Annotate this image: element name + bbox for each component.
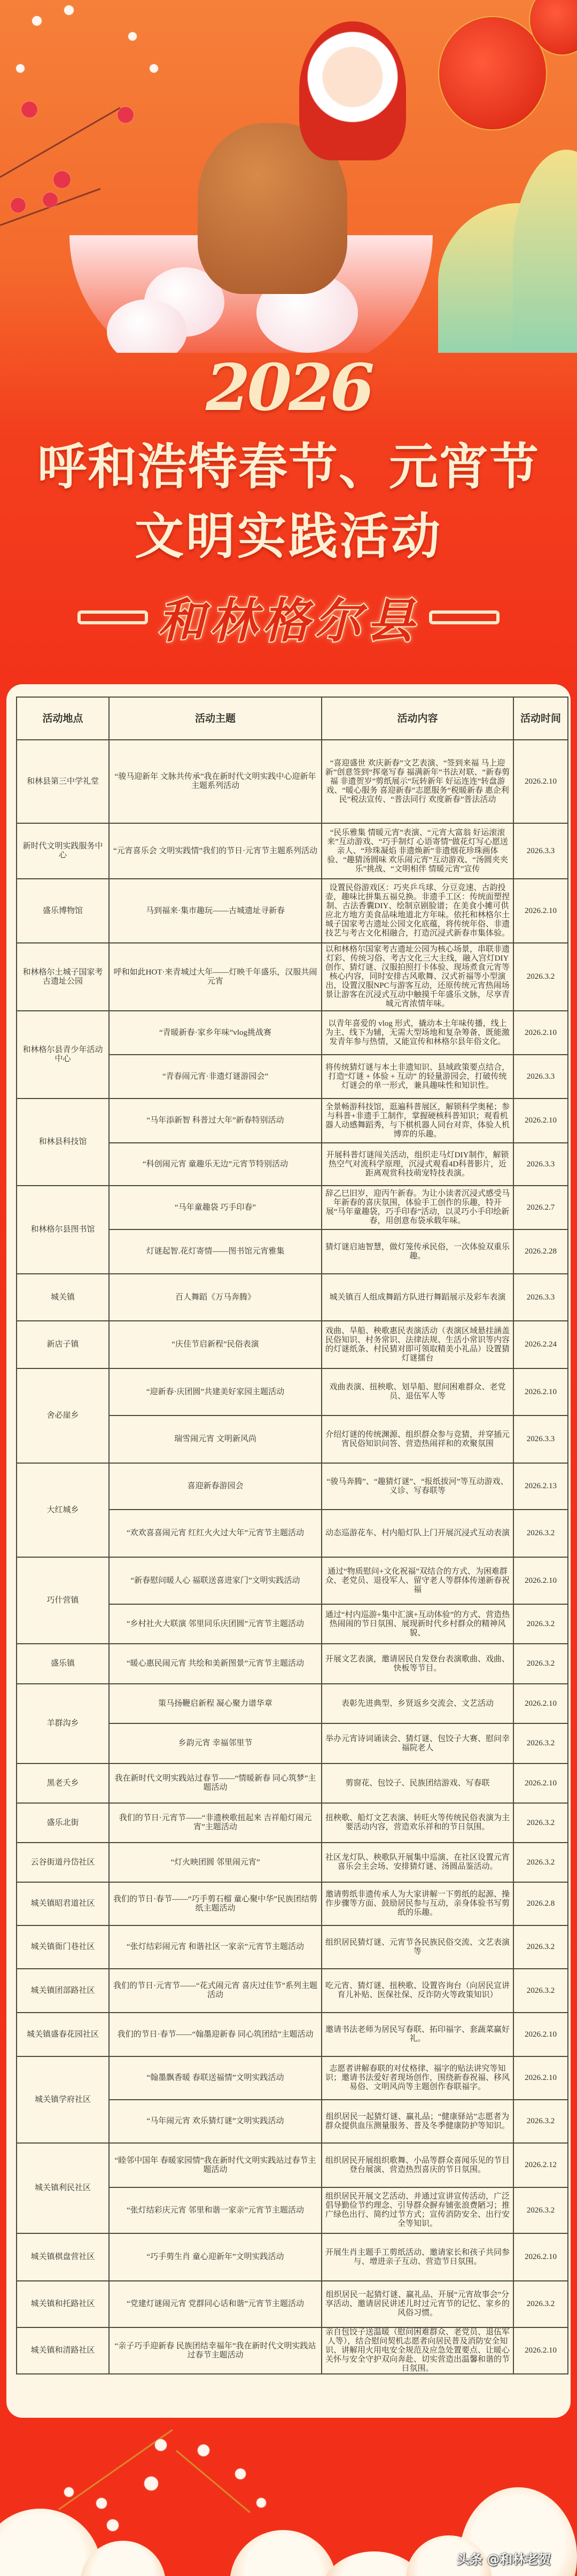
cell-date: 2026.3.3 bbox=[513, 1415, 568, 1463]
cell-date: 2026.3.2 bbox=[513, 1803, 568, 1843]
table-row bbox=[17, 2233, 568, 2281]
cell-theme: “亲子巧手迎新春 民族团结幸福年”我在新时代文明实践站过春节主题活动 bbox=[109, 2327, 322, 2374]
cell-location: 盛乐博物馆 bbox=[17, 879, 109, 943]
cell-theme: 灯谜起智.花灯寄情——图书馆元宵雅集 bbox=[109, 1229, 322, 1274]
cell-content: 组织居民开展文艺活动、并通过宣讲宣传活动，广泛倡导勤俭节约理念、引导群众摒弃铺张浪费陋习；推广绿色出行、简约过节方式；宣传消防安全、出行安全等知识。 bbox=[322, 2187, 513, 2233]
cell-theme: “乡村社火大联演 邻里同乐庆团圆”元宵节主题活动 bbox=[109, 1604, 322, 1644]
plum-blossom bbox=[11, 198, 26, 213]
cell-location: 羊群沟乡 bbox=[17, 1684, 109, 1763]
table-body bbox=[17, 740, 568, 2374]
hero-illustration bbox=[0, 0, 577, 353]
cell-theme: “骏马迎新年 文脉共传承”我在新时代文明实践中心迎新年主题系列活动 bbox=[109, 740, 322, 823]
plum-branch bbox=[176, 2450, 251, 2513]
cell-date: 2026.3.2 bbox=[513, 1723, 568, 1763]
cell-content: “骏马奔腾”、“趣猜灯谜”、“报纸拔河”等互动游戏、义诊、写春联等 bbox=[322, 1463, 513, 1510]
auspicious-cloud bbox=[513, 150, 577, 353]
cell-location: 城关镇和清路社区 bbox=[17, 2327, 109, 2374]
column-header-theme: 活动主题 bbox=[109, 697, 322, 740]
cell-theme: 我们的节日·春节——“翰墨迎新春 同心筑团结”主题活动 bbox=[109, 2013, 322, 2056]
cell-date: 2026.2.10 bbox=[513, 1368, 568, 1415]
cell-location: 和林县科技馆 bbox=[17, 1099, 109, 1186]
county-name: 和林格尔县 bbox=[157, 593, 419, 648]
cell-content: “喜迎盛世 欢庆新春”文艺表演、“签到来福 马上迎新”创意签到“挥毫写春 福满新年”书法对联、“新春剪福 非遗贺岁”剪纸展示“玩转新年 好运连连”转盘游戏、“暖心服务 喜迎新春”志愿服务“税暖新春 惠企利民”税法宣传、“普法同行 欢度新春”普法活动 bbox=[322, 740, 513, 823]
cell-location: 新店子镇 bbox=[17, 1321, 109, 1368]
table-header-row bbox=[17, 697, 568, 740]
cell-content: 邀请书法老师为居民写春联、拓印福字、套蔬菜赢好礼。 bbox=[322, 2013, 513, 2056]
cell-date: 2026.3.3 bbox=[513, 1143, 568, 1186]
cell-theme: “马年添新智 科普过大年”新春特别活动 bbox=[109, 1099, 322, 1143]
cell-content: 举办元宵诗词诵读会、猜灯谜、包饺子大赛、慰问幸福院老人 bbox=[322, 1723, 513, 1763]
cell-content: 开展生肖主题手工剪纸活动、邀请家长和孩子共同参与、增进亲子互动、营造节日氛围。 bbox=[322, 2233, 513, 2281]
table-row bbox=[17, 1186, 568, 1229]
cell-location: 城关镇棋盘营社区 bbox=[17, 2233, 109, 2281]
cell-content: 剪窗花、包饺子、民族团结游戏、写春联 bbox=[322, 1763, 513, 1803]
cell-date: 2026.3.3 bbox=[513, 823, 568, 879]
cell-theme: “马年闹元宵 欢乐猜灯谜”文明实践活动 bbox=[109, 2100, 322, 2143]
plum-blossom bbox=[198, 2445, 209, 2456]
cell-date: 2026.3.2 bbox=[513, 943, 568, 1011]
cell-content: 开展科普灯谜闯关活动，组织走马灯DIY制作，解锁热空气对流科学原理，沉浸式观看4D科普影片，近距离观赏科技萌宠特技表演。 bbox=[322, 1143, 513, 1186]
table-row bbox=[17, 1644, 568, 1684]
cell-theme: “新春慰问暖人心 福联送喜进家门”文明实践活动 bbox=[109, 1557, 322, 1604]
table-row bbox=[17, 1969, 568, 2013]
cell-location: 城关镇团部路社区 bbox=[17, 1969, 109, 2013]
cell-date: 2026.3.2 bbox=[513, 1604, 568, 1644]
cell-theme: 我们的节日·元宵节——“非遗秧歌扭起来 吉祥船灯闹元宵”主题活动 bbox=[109, 1803, 322, 1843]
watermark: 头条 @和林老贺 bbox=[457, 2552, 551, 2567]
plum-blossom bbox=[21, 102, 37, 118]
cell-location: 新时代文明实践服务中心 bbox=[17, 823, 109, 879]
cell-content: 城关镇百人组成舞蹈方队进行舞蹈展示及彩车表演 bbox=[322, 1274, 513, 1321]
cell-theme: “青春闹元宵·非遗灯谜游园会” bbox=[109, 1055, 322, 1099]
cell-date: 2026.2.7 bbox=[513, 1186, 568, 1229]
cell-location: 城关镇和托路社区 bbox=[17, 2281, 109, 2327]
cell-date: 2026.2.28 bbox=[513, 1229, 568, 1274]
cell-theme: 我在新时代文明实践站过春节——“情暖新春 同心筑梦”主题活动 bbox=[109, 1763, 322, 1803]
cell-theme: “灯火映团圆 邻里闹元宵” bbox=[109, 1843, 322, 1882]
lantern-icon bbox=[438, 16, 547, 130]
column-header-location: 活动地点 bbox=[17, 697, 109, 740]
cell-date: 2026.2.10 bbox=[513, 2013, 568, 2056]
plum-blossom bbox=[43, 192, 58, 207]
cell-date: 2026.2.10 bbox=[513, 1557, 568, 1604]
table-row bbox=[17, 943, 568, 1011]
cell-content: “民乐雅集 情暖元宵”表演、“元宵大富翁 好运滚滚来”互动游戏、“巧手制灯 心语寄情”做花灯写心愿送亲人、“珍珠凝焰 非遗焕新”非遗烟花珍珠画体验、“趣猜汤圆味 欢乐闹元宵”互动游戏、“汤圆夹夹乐”挑战、“文明相伴 情暖元宵”宣传 bbox=[322, 823, 513, 879]
table-row bbox=[17, 1321, 568, 1368]
column-header-date: 活动时间 bbox=[513, 697, 568, 740]
cell-date: 2026.2.10 bbox=[513, 1684, 568, 1723]
table-row bbox=[17, 879, 568, 943]
cell-location: 城关镇昭君道社区 bbox=[17, 1882, 109, 1925]
cell-theme: “元宵喜乐会 文明实践情”我们的节日·元宵节主题系列活动 bbox=[109, 823, 322, 879]
cell-date: 2026.3.2 bbox=[513, 1644, 568, 1684]
cell-content: 介绍灯谜的传统渊源、组织群众参与竞猜，并穿插元宵民俗知识问答、营造热闹祥和的欢聚氛围 bbox=[322, 1415, 513, 1463]
cell-location: 大红城乡 bbox=[17, 1463, 109, 1557]
cell-location: 黑老夭乡 bbox=[17, 1763, 109, 1803]
cell-content: 组织居民开展组织歌舞、小品等群众喜闻乐见的节目登台展演、营造热烈喜庆的节日氛围。 bbox=[322, 2143, 513, 2187]
table-row bbox=[17, 740, 568, 823]
cell-location: 城关镇利民社区 bbox=[17, 2143, 109, 2233]
cell-date: 2026.3.3 bbox=[513, 1274, 568, 1321]
cell-date: 2026.3.2 bbox=[513, 1510, 568, 1557]
cell-date: 2026.2.10 bbox=[513, 740, 568, 823]
page-title-line2: 文明实践活动 bbox=[134, 508, 442, 565]
cell-location: 城关镇学府社区 bbox=[17, 2056, 109, 2143]
table-row bbox=[17, 2327, 568, 2374]
cell-date: 2026.2.10 bbox=[513, 879, 568, 943]
cloud bbox=[230, 2530, 337, 2576]
table-row bbox=[17, 1763, 568, 1803]
cell-date: 2026.3.2 bbox=[513, 2187, 568, 2233]
plum-blossom bbox=[107, 2519, 119, 2531]
cell-theme: 瑞雪闹元宵 文明新风尚 bbox=[109, 1415, 322, 1463]
plum-blossom bbox=[118, 107, 134, 123]
plum-blossom bbox=[150, 64, 158, 73]
cell-content: 辞乙巳旧岁，迎丙午新春。为让小读者沉浸式感受马年新春的喜庆氛围，体验手工创作的乐趣，特开展“马年童趣袋，巧手印春”活动，以灵巧小手印绘新春，用创意布袋承载年味。 bbox=[322, 1186, 513, 1229]
table-row bbox=[17, 1803, 568, 1843]
cell-date: 2026.2.10 bbox=[513, 1011, 568, 1055]
banner-dash-left bbox=[77, 610, 148, 624]
cell-theme: “睦邻中国年 春暖家园情”我在新时代文明实践站过春节主题活动 bbox=[109, 2143, 322, 2187]
cell-content: 扭秧歌、船灯文艺表演、转旺火等传统民俗表演为主要活动内容，营造欢乐祥和的节日氛围。 bbox=[322, 1803, 513, 1843]
cell-content: 志愿者讲解春联的对仗格律、福字的贴法讲究等知识；邀请书法爱好者现场创作，围绕新春祝福、移风易俗、文明风尚等主题创作春联福字。 bbox=[322, 2056, 513, 2100]
cell-date: 2026.2.13 bbox=[513, 1463, 568, 1510]
plum-blossom bbox=[16, 64, 25, 73]
plum-blossom bbox=[32, 16, 42, 26]
cell-theme: 喜迎新春游园会 bbox=[109, 1463, 322, 1510]
cell-date: 2026.3.2 bbox=[513, 2281, 568, 2327]
cell-theme: “党建灯谜闹元宵 党群同心话和谐”元宵节主题活动 bbox=[109, 2281, 322, 2327]
child-lion-dance-illustration bbox=[299, 21, 406, 160]
cell-content: 戏曲表演、扭秧歌、划旱船、慰问困难群众、老党员、退伍军人等 bbox=[322, 1368, 513, 1415]
cell-content: 亲自包饺子送温暖（慰问困难群众、老党员、退伍军人等），结合慰问契机志愿者向居民普及消防安全知识、讲解用火用电安全规范及应急处置要点、让暖心关怀与安全守护双向奔赴、切实营造出温馨和谐的节日氛围。 bbox=[322, 2327, 513, 2374]
table-row bbox=[17, 1274, 568, 1321]
cell-content: 组织居民一起猜灯谜、赢礼品；“健康驿站”志愿者为群众提供血压测量服务、普及冬季健康防护等知识。 bbox=[322, 2100, 513, 2143]
plum-blossom bbox=[256, 2498, 266, 2508]
cell-theme: “迎新春·庆团圆”共建美好家园主题活动 bbox=[109, 1368, 322, 1415]
table-row bbox=[17, 1925, 568, 1969]
table-row bbox=[17, 1011, 568, 1055]
cell-date: 2026.2.10 bbox=[513, 2056, 568, 2100]
table-row bbox=[17, 1368, 568, 1415]
cell-date: 2026.3.3 bbox=[513, 1055, 568, 1099]
cell-location: 和林格尔县图书馆 bbox=[17, 1186, 109, 1274]
cell-date: 2026.2.8 bbox=[513, 1882, 568, 1925]
cell-content: 动态巡游花车、村内船灯队上门开展沉浸式互动表演 bbox=[322, 1510, 513, 1557]
plum-blossom bbox=[96, 2498, 107, 2509]
table-row bbox=[17, 2143, 568, 2187]
table-row bbox=[17, 1882, 568, 1925]
activity-table bbox=[16, 697, 568, 2374]
plum-blossom bbox=[53, 171, 71, 188]
cell-date: 2026.3.2 bbox=[513, 1843, 568, 1882]
cell-location: 舍必崖乡 bbox=[17, 1368, 109, 1463]
cell-location: 盛乐镇 bbox=[17, 1644, 109, 1684]
cell-theme: 乡韵元宵 幸福邻里节 bbox=[109, 1723, 322, 1763]
cell-date: 2026.2.24 bbox=[513, 1321, 568, 1368]
cell-theme: “科创闹元宵 童趣乐无边”元宵节特别活动 bbox=[109, 1143, 322, 1186]
cell-content: 开展文艺表演，邀请居民自发登台表演歌曲、戏曲、快板等节目。 bbox=[322, 1644, 513, 1684]
cell-theme: 呼和如此HOT·来青城过大年——灯映千年盛乐，汉服共闹元宵 bbox=[109, 943, 322, 1011]
table-row bbox=[17, 2056, 568, 2100]
cell-location: 云谷街道丹岱社区 bbox=[17, 1843, 109, 1882]
cell-theme: “翰墨飘香暖 春联送福情”文明实践活动 bbox=[109, 2056, 322, 2100]
cell-location: 巧什营镇 bbox=[17, 1557, 109, 1644]
cell-content: 社区龙灯队、秧歌队开展集中巡演、在社区设置元宵喜乐会主会场、安排猜灯谜、汤圆品鉴活动。 bbox=[322, 1843, 513, 1882]
cell-content: 吃元宵、猜灯谜、扭秧歌、设置咨询台（向居民宣讲育儿补贴、医保社保、反诈防火等政策知识） bbox=[322, 1969, 513, 2013]
county-banner bbox=[0, 583, 577, 652]
cell-location: 和林格尔县青少年活动中心 bbox=[17, 1011, 109, 1099]
cell-theme: “庆佳节启新程”民俗表演 bbox=[109, 1321, 322, 1368]
cell-content: 以青年喜爱的 vlog 形式，撬动本土年味传播，线上为主、线下为辅，无需大型场地和复杂筹备，既能激发青年参与热情，又能宣传和林格尔县年俗文化。 bbox=[322, 1011, 513, 1055]
cell-location: 城关镇衙门巷社区 bbox=[17, 1925, 109, 1969]
cell-content: 通过“村内巡游+集中汇演+互动体验”的方式、营造热热闹闹的节日氛围、展现新时代乡村群众的精神风貌、 bbox=[322, 1604, 513, 1644]
table-row bbox=[17, 1684, 568, 1723]
cell-theme: 我们的节日·春节——“巧手剪石榴 童心聚中华”民族团结剪纸主题活动 bbox=[109, 1882, 322, 1925]
cell-theme: 百人舞蹈《万马奔腾》 bbox=[109, 1274, 322, 1321]
plum-blossom bbox=[128, 32, 137, 41]
table-row bbox=[17, 2281, 568, 2327]
cell-content: 全景畅游科技馆，逛遍科普展区，解锁科学奥秘；参与科普+非遗手工制作，掌握硬核科普知识；观看机器人动感舞蹈秀，与下棋机器人同台对弈，体验人机博弈的乐趣。 bbox=[322, 1099, 513, 1143]
cell-content: 表彰先进典型、乡贤返乡交流会、文艺活动 bbox=[322, 1684, 513, 1723]
plum-blossom bbox=[64, 2487, 74, 2497]
cell-content: 设置民俗游戏区：巧夹乒乓球、分豆竞速、古韵投壶，趣味比拼集五福兑换。非遗手工区：传统面塑捏制、古法香囊DIY、绘制京剧脸谱；在美食小摊可供应北方地方美食品味地道北方年味。依托和林格尔土城子国家考古遗址公园文化底蕴，将传统年俗、非遗技艺与考古文化相融合，打造沉浸式新春市集体验。 bbox=[322, 879, 513, 943]
cell-theme: 策马扬鞭启新程 凝心聚力谱华章 bbox=[109, 1684, 322, 1723]
column-header-content: 活动内容 bbox=[322, 697, 513, 740]
cell-theme: “欢欢喜喜闹元宵 红红火火过大年”元宵节主题活动 bbox=[109, 1510, 322, 1557]
cell-theme: “青暖新春·家乡年味”vlog挑战赛 bbox=[109, 1011, 322, 1055]
year-calligraphy: 2026 bbox=[206, 350, 371, 426]
plum-branch bbox=[0, 107, 121, 178]
cell-date: 2026.2.10 bbox=[513, 2327, 568, 2374]
cell-theme: “张灯结彩庆元宵 邻里和谐一家亲”元宵节主题活动 bbox=[109, 2187, 322, 2233]
table-row bbox=[17, 1463, 568, 1510]
table-row bbox=[17, 823, 568, 879]
cell-theme: “巧手剪生肖 童心迎新年”文明实践活动 bbox=[109, 2233, 322, 2281]
plum-blossom bbox=[235, 2469, 246, 2479]
banner-dash-right bbox=[429, 610, 500, 624]
cell-theme: “暖心惠民闹元宵 共绘和美新图景”元宵节主题活动 bbox=[109, 1644, 322, 1684]
page-title-line1: 呼和浩特春节、元宵节 bbox=[37, 438, 540, 496]
table-row bbox=[17, 2013, 568, 2056]
cell-location: 和林县第三中学礼堂 bbox=[17, 740, 109, 823]
table-row bbox=[17, 1557, 568, 1604]
cell-theme: “张灯结彩闹元宵 和谐社区一家亲”元宵节主题活动 bbox=[109, 1925, 322, 1969]
cell-date: 2026.3.2 bbox=[513, 1925, 568, 1969]
cell-content: 以和林格尔国家考古遗址公园为核心场景，串联非遗灯彩、传统习俗、考古文化三大主线，融入宫灯DIY创作、猜灯谜、汉服拍照打卡体验、现场煮食元宵等核心内容，同时安排古风歌舞、汉式祈福等小型演出，设置汉服NPC与游客互动，还原传统元宵热闹场景让游客在沉浸式互动中触摸千年盛乐文脉，尽享青城元宵浓情年味。 bbox=[322, 943, 513, 1011]
plum-blossom bbox=[64, 5, 74, 15]
cell-content: 戏曲、旱船、秧歌惠民表演活动（表演区域悬挂涵盖民俗知识、村务常识、法律法规、生活小常识等内容的灯谜纸条、村民猜对即可领取精美小礼品）设置猜灯谜擂台 bbox=[322, 1321, 513, 1368]
cell-location: 城关镇盛春花园社区 bbox=[17, 2013, 109, 2056]
cell-theme: 我们的节日·元宵节——“花式闹元宵 喜庆过佳节”系列主题活动 bbox=[109, 1969, 322, 2013]
cell-content: 组织居民一起猜灯谜、赢礼品、开展“元宵故事会”分享活动、邀请居民讲述儿时过元宵节的记忆、家乡的风俗习惯。 bbox=[322, 2281, 513, 2327]
cell-content: 猜灯谜启迪智慧，做灯笼传承民俗，一次体验双重乐趣。 bbox=[322, 1229, 513, 1274]
cell-content: 通过“物质慰问+文化祝福”双结合的方式、为困难群众、老党员、退役军人、留守老人等群体传递新春祝福 bbox=[322, 1557, 513, 1604]
plum-blossom bbox=[155, 2439, 167, 2451]
cell-content: 组织居民猜灯谜、元宵节各民族民俗交流、文艺表演等 bbox=[322, 1925, 513, 1969]
cell-date: 2026.2.10 bbox=[513, 1763, 568, 1803]
cell-theme: 马到福来·集市趣玩——古城遗址寻新春 bbox=[109, 879, 322, 943]
cell-date: 2026.2.10 bbox=[513, 2233, 568, 2281]
cell-date: 2026.3.2 bbox=[513, 1969, 568, 2013]
cell-content: 邀请剪纸非遗传承人为大家讲解一下剪纸的起源、操作步骤等方面、鼓励居民参与互动，亲身体验书写剪纸的乐趣。 bbox=[322, 1882, 513, 1925]
cell-location: 盛乐北街 bbox=[17, 1803, 109, 1843]
cell-date: 2026.3.2 bbox=[513, 2100, 568, 2143]
cell-theme: “马年童趣袋 巧手印春” bbox=[109, 1186, 322, 1229]
cell-location: 和林格尔土城子国家考古遗址公园 bbox=[17, 943, 109, 1011]
table-row bbox=[17, 1099, 568, 1143]
table-row bbox=[17, 1843, 568, 1882]
cell-content: 将传统猜灯谜与本土非遗知识、县域政策要点结合，打造“灯谜 + 体验 + 互动” 的轻量游园会，打破传统灯谜会的单一形式，兼具趣味性和知识性。 bbox=[322, 1055, 513, 1099]
cell-date: 2026.2.10 bbox=[513, 1099, 568, 1143]
plum-blossom bbox=[144, 2477, 158, 2490]
cell-location: 城关镇 bbox=[17, 1274, 109, 1321]
cell-date: 2026.2.12 bbox=[513, 2143, 568, 2187]
